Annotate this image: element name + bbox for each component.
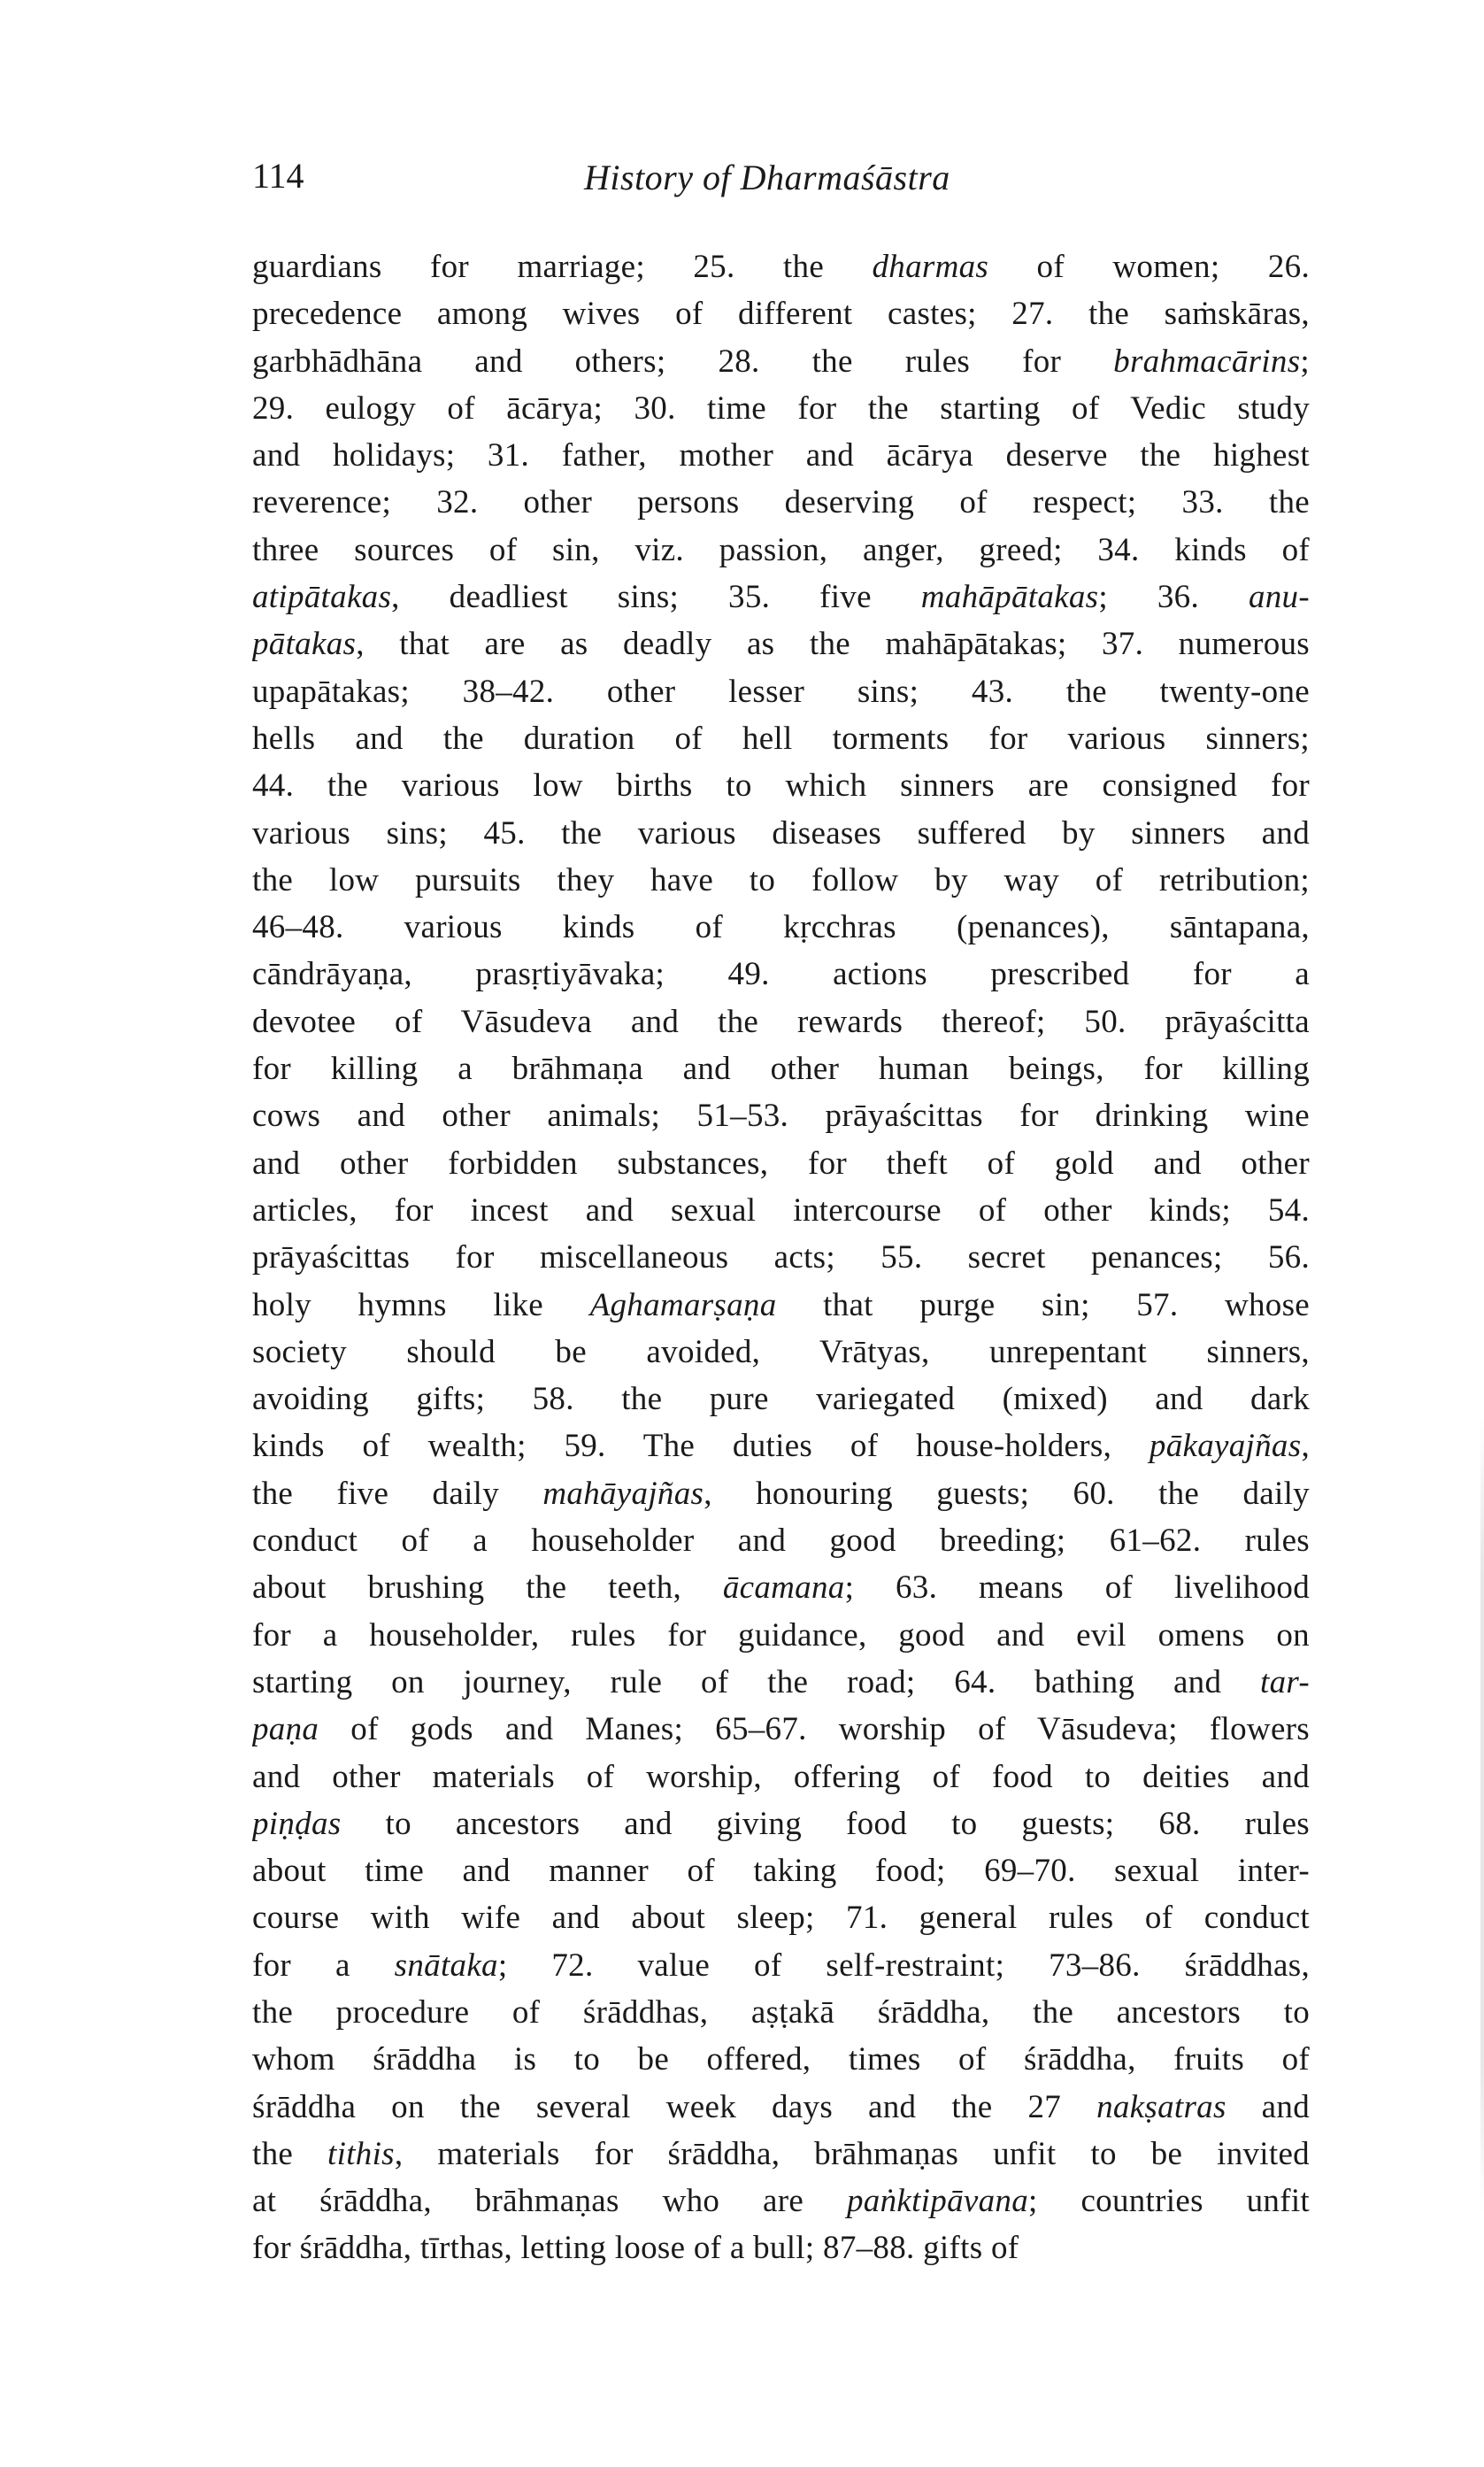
text-segment: about time and manner of taking food; 69–70. sexual inter- (252, 1853, 1310, 1890)
text-line (252, 1092, 1310, 1139)
text-line (252, 1329, 1310, 1376)
text-line (252, 2131, 1310, 2178)
text-segment: , materials for śrāddha, brāhmaṇas unfit to be invited (394, 2135, 1310, 2172)
text-segment: the procedure of śrāddhas, aṣṭakā śrāddha, the ancestors to (252, 1993, 1310, 2031)
text-segment: society should be avoided, Vrātyas, unrepentant sinners, (252, 1333, 1310, 1370)
text-line (252, 2084, 1310, 2131)
text-segment: ; (1300, 343, 1310, 380)
text-segment: of gods and Manes; 65–67. worship of Vāsudeva; flowers (319, 1711, 1310, 1748)
italic-term: piṇḍas (252, 1805, 342, 1842)
text-segment: upapātakas; 38–42. other lesser sins; 43. the twenty-one (252, 673, 1310, 710)
text-segment: various sins; 45. the various diseases suffered by sinners and (252, 814, 1310, 852)
text-segment: ; 63. means of livelihood (844, 1569, 1310, 1607)
text-segment: starting on journey, rule of the road; 64. bathing and (252, 1663, 1261, 1700)
text-line (252, 1187, 1310, 1234)
text-segment: and (1226, 2088, 1310, 2125)
text-line (252, 432, 1310, 479)
text-line (252, 1376, 1310, 1422)
text-segment: three sources of sin, viz. passion, anger, greed; 34. kinds of (252, 531, 1310, 568)
text-segment: for killing a brāhmaṇa and other human beings, for killing (252, 1051, 1310, 1088)
italic-term: tar- (1260, 1663, 1310, 1700)
text-segment: ; 36. (1098, 579, 1249, 616)
text-line (252, 1470, 1310, 1517)
italic-term: mahāpātakas (920, 579, 1099, 616)
text-segment: for a householder, rules for guidance, good and evil omens on (252, 1616, 1310, 1654)
text-line (252, 243, 1310, 290)
text-segment: 46–48. various kinds of kṛcchras (penances), sāntapana, (252, 909, 1310, 946)
text-line (252, 527, 1310, 574)
page-number: 114 (252, 156, 304, 196)
text-line (252, 857, 1310, 904)
text-line (252, 1517, 1310, 1564)
text-line (252, 1045, 1310, 1092)
text-segment: ; 72. value of self-restraint; 73–86. śrāddhas, (497, 1947, 1310, 1984)
text-line (252, 951, 1310, 998)
italic-term: nakṣatras (1096, 2088, 1226, 2125)
italic-term: tithis (327, 2135, 395, 2172)
text-segment: to ancestors and giving food to guests; 68. rules (341, 1805, 1310, 1842)
text-line (252, 1612, 1310, 1659)
body-paragraph (252, 243, 1310, 2272)
text-line (252, 904, 1310, 951)
text-line (252, 762, 1310, 809)
text-segment: conduct of a householder and good breeding; 61–62. rules (252, 1523, 1310, 1560)
text-segment: holy hymns like (252, 1286, 590, 1323)
page-header (252, 155, 1314, 208)
text-segment: precedence among wives of different castes; 27. the saṁskāras, (252, 296, 1310, 333)
text-line (252, 574, 1310, 621)
text-line (252, 1422, 1310, 1469)
text-line (252, 998, 1310, 1045)
text-segment: kinds of wealth; 59. The duties of house-holders, (252, 1428, 1150, 1465)
italic-term: brahmacārins (1113, 343, 1301, 380)
text-segment: and holidays; 31. father, mother and ācārya deserve the highest (252, 437, 1310, 474)
text-segment: course with wife and about sleep; 71. general rules of conduct (252, 1900, 1310, 1937)
text-segment: that purge sin; 57. whose (776, 1286, 1310, 1323)
text-line (252, 1942, 1310, 1989)
text-segment: garbhādhāna and others; 28. the rules for (252, 343, 1114, 380)
text-line (252, 1140, 1310, 1187)
italic-term: paṇa (252, 1711, 319, 1748)
text-segment: the low pursuits they have to follow by way of retribution; (252, 861, 1310, 898)
text-segment: of women; 26. (988, 249, 1310, 285)
text-segment: śrāddha on the several week days and the 27 (252, 2088, 1097, 2125)
italic-term: ācamana (722, 1569, 845, 1607)
text-line (252, 338, 1310, 385)
text-line (252, 810, 1310, 857)
text-line (252, 1564, 1310, 1611)
italic-term: mahāyajñas (542, 1475, 704, 1512)
text-line (252, 479, 1310, 526)
text-segment: cows and other animals; 51–53. prāyaścittas for drinking wine (252, 1098, 1310, 1135)
text-segment: , deadliest sins; 35. five (391, 579, 921, 616)
italic-term: Aghamarṣaṇa (589, 1286, 777, 1323)
text-segment: avoiding gifts; 58. the pure variegated (mixed) and dark (252, 1381, 1310, 1418)
text-line (252, 1989, 1310, 2036)
text-line (252, 2178, 1310, 2224)
text-line (252, 1894, 1310, 1941)
text-segment: 44. the various low births to which sinners are consigned for (252, 767, 1310, 805)
text-segment: cāndrāyaṇa, prasṛtiyāvaka; 49. actions prescribed for a (252, 956, 1310, 993)
text-segment: , that are as deadly as the mahāpātakas; 37. numerous (356, 626, 1310, 663)
text-line (252, 668, 1310, 715)
text-segment: , honouring guests; 60. the daily (704, 1475, 1310, 1512)
text-segment: devotee of Vāsudeva and the rewards thereof; 50. prāyaścitta (252, 1003, 1310, 1040)
text-segment: , (1301, 1428, 1310, 1465)
italic-term: atipātakas (252, 579, 392, 616)
page-edge-shadow (1480, 1416, 1484, 2213)
text-segment: hells and the duration of hell torments for various sinners; (252, 720, 1310, 757)
text-line (252, 715, 1310, 762)
text-line (252, 2036, 1310, 2083)
italic-term: dharmas (872, 249, 989, 285)
text-segment: articles, for incest and sexual intercourse of other kinds; 54. (252, 1191, 1310, 1229)
text-segment: for a (252, 1947, 395, 1984)
text-segment: the (252, 2135, 328, 2172)
text-segment: prāyaścittas for miscellaneous acts; 55. secret penances; 56. (252, 1239, 1310, 1276)
text-line (252, 385, 1310, 432)
text-segment: guardians for marriage; 25. the (252, 249, 873, 285)
text-line (252, 290, 1310, 337)
italic-term: anu- (1248, 579, 1310, 616)
text-line (252, 621, 1310, 667)
text-line (252, 1706, 1310, 1753)
text-line (252, 1800, 1310, 1847)
text-line (252, 1659, 1310, 1706)
text-line (252, 1754, 1310, 1800)
text-segment: for śrāddha, tīrthas, letting loose of a bull; 87–88. gifts of (252, 2230, 1019, 2267)
italic-term: pātakas (252, 626, 357, 663)
text-line (252, 1234, 1310, 1281)
text-segment: ; countries unfit (1028, 2183, 1310, 2220)
text-segment: whom śrāddha is to be offered, times of śrāddha, fruits of (252, 2041, 1310, 2078)
text-line (252, 1282, 1310, 1329)
text-segment: 29. eulogy of ācārya; 30. time for the starting of Vedic study (252, 389, 1310, 427)
text-segment: and other forbidden substances, for theft of gold and other (252, 1145, 1310, 1182)
italic-term: paṅktipāvana (846, 2183, 1028, 2220)
text-segment: the five daily (252, 1475, 543, 1512)
italic-term: snātaka (394, 1947, 498, 1984)
italic-term: pākayajñas (1149, 1428, 1302, 1465)
text-segment: and other materials of worship, offering of food to deities and (252, 1758, 1310, 1795)
running-title: History of Dharmaśāstra (584, 158, 950, 197)
text-line (252, 1847, 1310, 1894)
text-line (252, 2224, 1310, 2271)
text-segment: reverence; 32. other persons deserving of respect; 33. the (252, 484, 1310, 521)
text-segment: about brushing the teeth, (252, 1569, 723, 1607)
text-segment: at śrāddha, brāhmaṇas who are (252, 2183, 847, 2220)
